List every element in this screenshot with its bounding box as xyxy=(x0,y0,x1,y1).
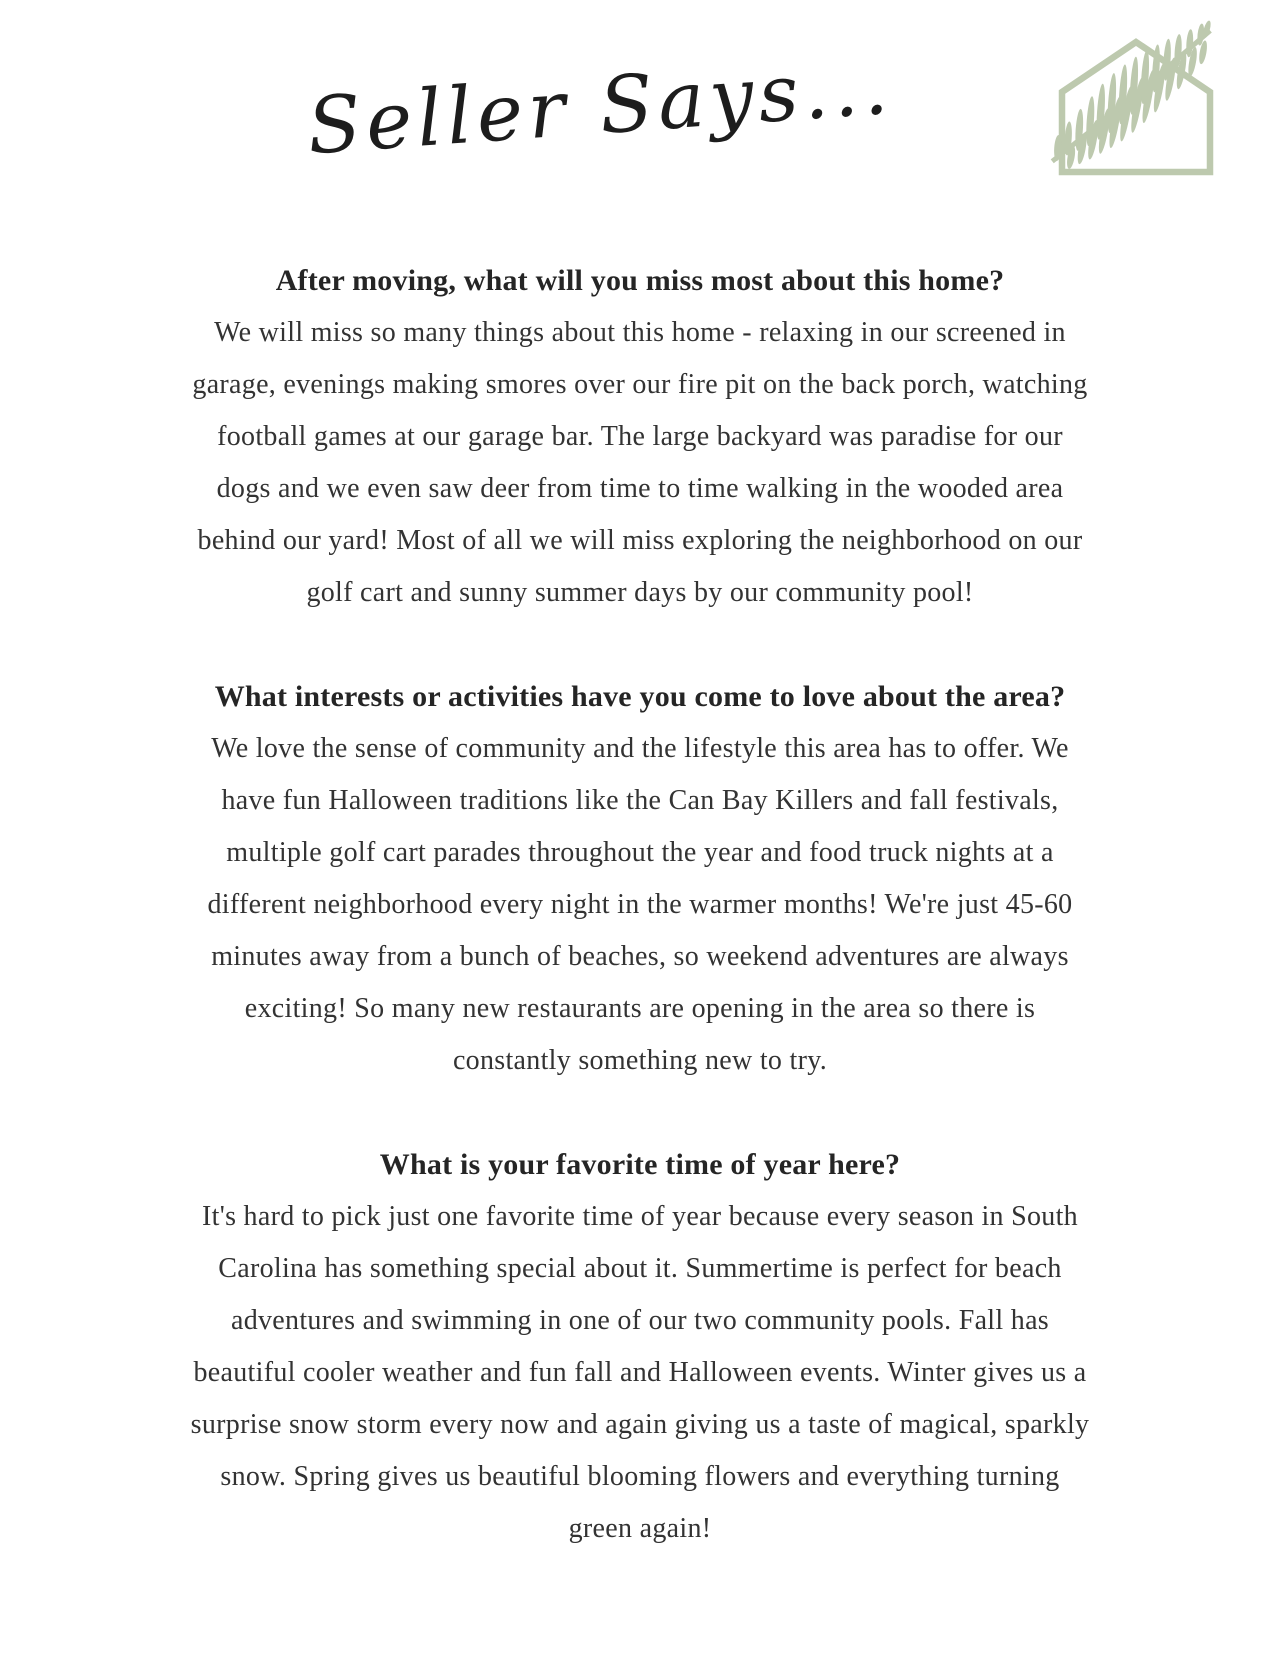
answer-line: different neighborhood every night in the warmer months! We're just 45-60 xyxy=(207,889,1073,920)
answer-line: minutes away from a bunch of beaches, so weekend adventures are always xyxy=(211,941,1069,972)
answer-line: Carolina has something special about it. Summertime is perfect for beach xyxy=(218,1253,1062,1284)
answer-line: beautiful cooler weather and fun fall and Halloween events. Winter gives us a xyxy=(193,1357,1087,1388)
qa-section-area-interests xyxy=(85,671,1195,1087)
answer-line: exciting! So many new restaurants are opening in the area so there is xyxy=(244,993,1036,1024)
answer-line: green again! xyxy=(568,1513,712,1544)
qa-section-favorite-season xyxy=(85,1139,1195,1555)
qa-content xyxy=(85,255,1195,1555)
answer-line: have fun Halloween traditions like the Can Bay Killers and fall festivals, xyxy=(221,785,1059,816)
house-fern-logo-icon xyxy=(1048,26,1248,184)
answer-line: garage, evenings making smores over our fire pit on the back porch, watching xyxy=(192,369,1088,400)
answer-line: constantly something new to try. xyxy=(452,1045,828,1076)
page-title: Seller Says... xyxy=(304,41,896,173)
question-heading: After moving, what will you miss most about this home? xyxy=(275,264,1005,297)
answer-line: golf cart and sunny summer days by our community pool! xyxy=(306,577,974,608)
answer-line: football games at our garage bar. The large backyard was paradise for our xyxy=(217,421,1063,452)
answer-line: snow. Spring gives us beautiful blooming flowers and everything turning xyxy=(220,1461,1060,1492)
question-heading: What interests or activities have you come to love about the area? xyxy=(214,680,1066,713)
answer-line: dogs and we even saw deer from time to time walking in the wooded area xyxy=(216,473,1064,504)
qa-section-miss-most xyxy=(85,255,1195,619)
answer-line: It's hard to pick just one favorite time of year because every season in South xyxy=(202,1201,1078,1232)
answer-text xyxy=(85,723,1195,1087)
answer-line: behind our yard! Most of all we will miss exploring the neighborhood on our xyxy=(197,525,1083,556)
answer-text xyxy=(85,307,1195,619)
answer-line: multiple golf cart parades throughout the year and food truck nights at a xyxy=(226,837,1054,868)
answer-line: We love the sense of community and the lifestyle this area has to offer. We xyxy=(211,733,1069,764)
question-heading: What is your favorite time of year here? xyxy=(379,1148,901,1181)
answer-line: surprise snow storm every now and again giving us a taste of magical, sparkly xyxy=(190,1409,1090,1440)
answer-line: We will miss so many things about this home - relaxing in our screened in xyxy=(214,317,1066,348)
answer-line: adventures and swimming in one of our two community pools. Fall has xyxy=(230,1305,1049,1336)
header xyxy=(0,0,1280,255)
answer-text xyxy=(85,1191,1195,1555)
